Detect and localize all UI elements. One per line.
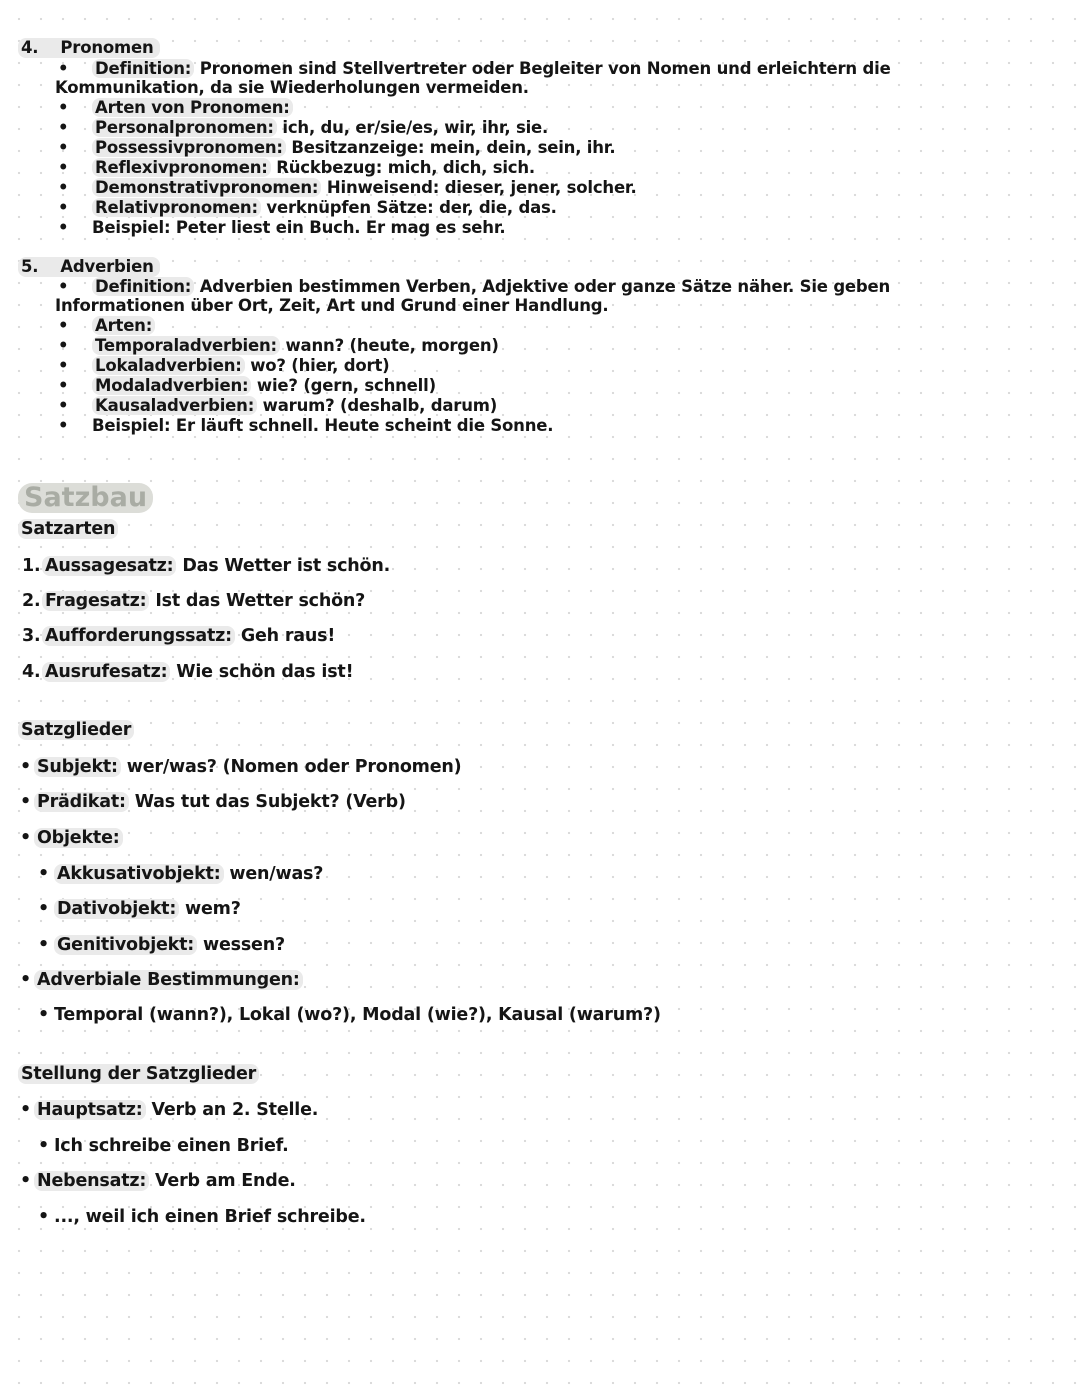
line-text: Kommunikation, da sie Wiederholungen vermeiden.	[55, 78, 529, 97]
line-text: wo? (hier, dort)	[244, 356, 390, 375]
bullet-icon: •	[58, 356, 69, 375]
line-content	[34, 792, 406, 812]
bullet-icon: •	[38, 935, 49, 955]
line-text: Wie schön das ist!	[170, 662, 354, 682]
line-text: Beispiel: Er läuft schnell. Heute scheint die Sonne.	[92, 416, 554, 435]
line-content	[92, 59, 891, 79]
bullet-icon: •	[20, 970, 31, 990]
bullet-icon: •	[58, 158, 69, 177]
bullet-icon: •	[58, 98, 69, 117]
line-content	[92, 178, 637, 198]
term-highlight: Akkusativobjekt:	[54, 864, 224, 884]
line-text: wessen?	[197, 935, 285, 955]
line-content	[92, 376, 436, 396]
line-text: Hinweisend: dieser, jener, solcher.	[321, 178, 637, 197]
term-highlight: Prädikat:	[34, 792, 129, 812]
line-content	[92, 396, 497, 416]
term-highlight: Objekte:	[34, 828, 123, 848]
bullet-icon: •	[58, 118, 69, 137]
heading-highlight: Stellung der Satzglieder	[18, 1064, 259, 1084]
term-highlight: Genitivobjekt:	[54, 935, 197, 955]
term-highlight: Temporaladverbien:	[92, 336, 280, 355]
bullet-icon: •	[58, 178, 69, 197]
line-text: wem?	[179, 899, 241, 919]
line-content	[54, 899, 241, 919]
term-highlight: Aufforderungssatz:	[42, 626, 235, 646]
term-highlight: Hauptsatz:	[34, 1100, 146, 1120]
line-content	[34, 1100, 318, 1120]
line-content	[92, 416, 553, 436]
line-content	[92, 98, 293, 118]
bullet-icon: •	[58, 336, 69, 355]
term-highlight: Possessivpronomen:	[92, 138, 286, 157]
line-text: ich, du, er/sie/es, wir, ihr, sie.	[276, 118, 549, 137]
term-highlight: Arten von Pronomen:	[92, 98, 293, 117]
line-content	[92, 198, 557, 218]
term-highlight: Definition:	[92, 277, 194, 296]
item-number: 3.	[22, 626, 41, 646]
line-content	[55, 78, 529, 98]
term-highlight: Definition:	[92, 59, 194, 78]
line-text: verknüpfen Sätze: der, die, das.	[260, 198, 557, 217]
line-text: Geh raus!	[234, 626, 336, 646]
line-text: Ich schreibe einen Brief.	[54, 1136, 289, 1156]
line-content	[92, 118, 548, 138]
bullet-icon: •	[20, 1100, 31, 1120]
term-highlight: Ausrufesatz:	[42, 662, 170, 682]
line-content	[55, 296, 609, 316]
line-content	[42, 591, 365, 611]
line-content	[42, 626, 335, 646]
term-highlight: Modaladverbien:	[92, 376, 251, 395]
line-text: wie? (gern, schnell)	[251, 376, 436, 395]
bullet-icon: •	[58, 396, 69, 415]
line-text: Rückbezug: mich, dich, sich.	[270, 158, 535, 177]
bullet-icon: •	[58, 376, 69, 395]
line-text: Verb am Ende.	[149, 1171, 296, 1191]
line-text: Pronomen sind Stellvertreter oder Begleiter von Nomen und erleichtern die	[194, 59, 891, 78]
line-content	[42, 556, 390, 576]
line-content	[92, 218, 506, 238]
term-highlight: Adverbiale Bestimmungen:	[34, 970, 303, 990]
bullet-icon: •	[58, 277, 69, 296]
line-text: wen/was?	[223, 864, 324, 884]
line-text: Informationen über Ort, Zeit, Art und Grund einer Handlung.	[55, 296, 609, 315]
bullet-icon: •	[58, 218, 69, 237]
heading-highlight: Satzarten	[18, 519, 118, 539]
bullet-icon: •	[58, 416, 69, 435]
adverbien-number: 5.	[21, 257, 39, 276]
line-text: Ist das Wetter schön?	[149, 591, 366, 611]
term-highlight: Lokaladverbien:	[92, 356, 245, 375]
item-number: 1.	[22, 556, 41, 576]
term-highlight: Relativpronomen:	[92, 198, 261, 217]
term-highlight: Demonstrativpronomen:	[92, 178, 321, 197]
heading-highlight: Satzglieder	[18, 720, 134, 740]
bullet-icon: •	[58, 198, 69, 217]
term-highlight: Aussagesatz:	[42, 556, 176, 576]
line-content	[34, 970, 303, 990]
item-number: 4.	[22, 662, 41, 682]
line-content	[92, 158, 535, 178]
line-text: Temporal (wann?), Lokal (wo?), Modal (wie?), Kausal (warum?)	[54, 1005, 661, 1025]
bullet-icon: •	[38, 864, 49, 884]
line-text: Verb an 2. Stelle.	[145, 1100, 319, 1120]
line-content	[92, 316, 155, 336]
bullet-icon: •	[38, 1207, 49, 1227]
line-content	[54, 1207, 366, 1227]
item-number: 2.	[22, 591, 41, 611]
bullet-icon: •	[20, 1171, 31, 1191]
line-content	[54, 935, 285, 955]
line-content	[34, 1171, 296, 1191]
heading-highlight	[18, 257, 160, 277]
line-text: wann? (heute, morgen)	[279, 336, 499, 355]
section-title-satzbau: Satzbau	[18, 483, 153, 513]
line-content	[34, 828, 123, 848]
term-highlight: Personalpronomen:	[92, 118, 277, 137]
bullet-icon: •	[38, 1005, 49, 1025]
line-content	[54, 1005, 661, 1025]
term-highlight: Subjekt:	[34, 757, 121, 777]
term-highlight: Dativobjekt:	[54, 899, 179, 919]
line-content	[92, 336, 499, 356]
line-text: Beispiel: Peter liest ein Buch. Er mag es sehr.	[92, 218, 506, 237]
line-text: Besitzanzeige: mein, dein, sein, ihr.	[285, 138, 616, 157]
line-content	[54, 1136, 289, 1156]
line-text: warum? (deshalb, darum)	[257, 396, 498, 415]
heading-highlight	[18, 38, 160, 58]
pronomen-title: Pronomen	[60, 38, 154, 57]
bullet-icon: •	[20, 757, 31, 777]
term-highlight: Reflexivpronomen:	[92, 158, 271, 177]
term-highlight: Arten:	[92, 316, 155, 335]
term-highlight: Nebensatz:	[34, 1171, 149, 1191]
line-content	[92, 138, 615, 158]
line-text: Was tut das Subjekt? (Verb)	[128, 792, 406, 812]
line-text: Das Wetter ist schön.	[176, 556, 391, 576]
bullet-icon: •	[20, 792, 31, 812]
line-text: wer/was? (Nomen oder Pronomen)	[120, 757, 462, 777]
line-content	[92, 277, 890, 297]
bullet-icon: •	[58, 316, 69, 335]
line-text: ..., weil ich einen Brief schreibe.	[54, 1207, 366, 1227]
bullet-icon: •	[58, 138, 69, 157]
term-highlight: Kausaladverbien:	[92, 396, 257, 415]
pronomen-number: 4.	[21, 38, 39, 57]
term-highlight: Fragesatz:	[42, 591, 149, 611]
bullet-icon: •	[58, 59, 69, 78]
bullet-icon: •	[38, 899, 49, 919]
adverbien-title: Adverbien	[60, 257, 154, 276]
line-content	[42, 662, 353, 682]
line-content	[54, 864, 323, 884]
bullet-icon: •	[38, 1136, 49, 1156]
bullet-icon: •	[20, 828, 31, 848]
line-text: Adverbien bestimmen Verben, Adjektive oder ganze Sätze näher. Sie geben	[194, 277, 891, 296]
line-content	[34, 757, 461, 777]
line-content	[92, 356, 389, 376]
